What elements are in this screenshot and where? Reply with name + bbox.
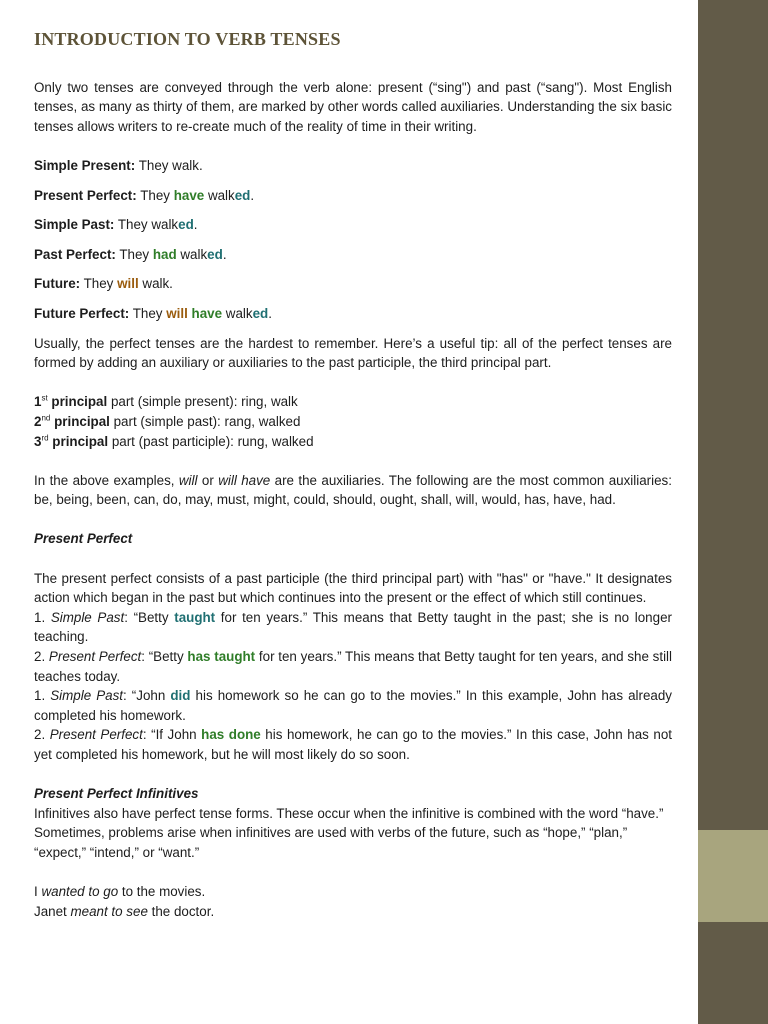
tense-past-perfect: Past Perfect: They had walked. <box>34 246 227 262</box>
example-2: 2. Present Perfect: “Betty has taught for ten years.” This means that Betty taught for ten years, and she still teaches today. <box>34 649 673 684</box>
ppi-paragraph: Infinitives also have perfect tense forms. These occur when the infinitive is combined with the word “have.” Sometimes, problems arise when infinitives are used with verbs of the future, such as “hope,” “plan,” “expect,” “intend,” or “want.” <box>34 805 664 860</box>
auxiliaries-paragraph: In the above examples, will or will have are the auxiliaries. The following are the most common auxiliaries: be, being, been, can, do, may, must, might, could, should, ought, shall, will, would, has, have, had. <box>34 472 672 508</box>
principal-part-2: 2nd principal part (simple past): rang, walked <box>34 413 301 429</box>
decorative-sidebar <box>698 0 768 1024</box>
tense-present-perfect: Present Perfect: They have walked. <box>34 187 255 203</box>
present-perfect-description: The present perfect consists of a past participle (the third principal part) with "has" or "have." It designates action which began in the past but which continues into the present or the effect of which still continues. <box>34 570 672 606</box>
tense-future-perfect: Future Perfect: They will have walked. <box>34 305 272 321</box>
final-example-1: I wanted to go to the movies. <box>34 884 206 900</box>
intro-paragraph: Only two tenses are conveyed through the verb alone: present (“sing") and past (“sang"). Most English tenses, as many as thirty of them, are marked by other words called auxiliaries. Understanding the six basic tenses allows writers to re-create much of the reality of time in their writing. <box>34 79 672 134</box>
document-page <box>34 30 672 921</box>
principal-parts-list <box>34 392 672 451</box>
example-4: 2. Present Perfect: “If John has done his homework, he can go to the movies.” In this case, John has not yet completed his homework, but he will most likely do so soon. <box>34 727 672 762</box>
page-title: INTRODUCTION TO VERB TENSES <box>34 29 341 49</box>
example-3: 1. Simple Past: “John did his homework so he can go to the movies.” In this example, John has already completed his homework. <box>34 688 672 723</box>
tense-future: Future: They will walk. <box>34 276 173 292</box>
tip-paragraph: Usually, the perfect tenses are the hardest to remember. Here’s a useful tip: all of the perfect tenses are formed by adding an auxiliary or auxiliaries to the past participle, the third principal part. <box>34 335 672 371</box>
final-example-2: Janet meant to see the doctor. <box>34 903 215 919</box>
tense-simple-past: Simple Past: They walked. <box>34 217 198 233</box>
example-1: 1. Simple Past: “Betty taught for ten years.” This means that Betty taught in the past; she is no longer teaching. <box>34 609 672 645</box>
ppi-heading: Present Perfect Infinitives <box>34 786 199 802</box>
tense-simple-present: Simple Present: They walk. <box>34 157 203 173</box>
principal-part-3: 3rd principal part (past participle): rung, walked <box>34 433 314 449</box>
sidebar-accent-band <box>698 830 768 922</box>
principal-part-1: 1st principal part (simple present): ring, walk <box>34 393 298 410</box>
present-perfect-heading: Present Perfect <box>34 531 133 547</box>
